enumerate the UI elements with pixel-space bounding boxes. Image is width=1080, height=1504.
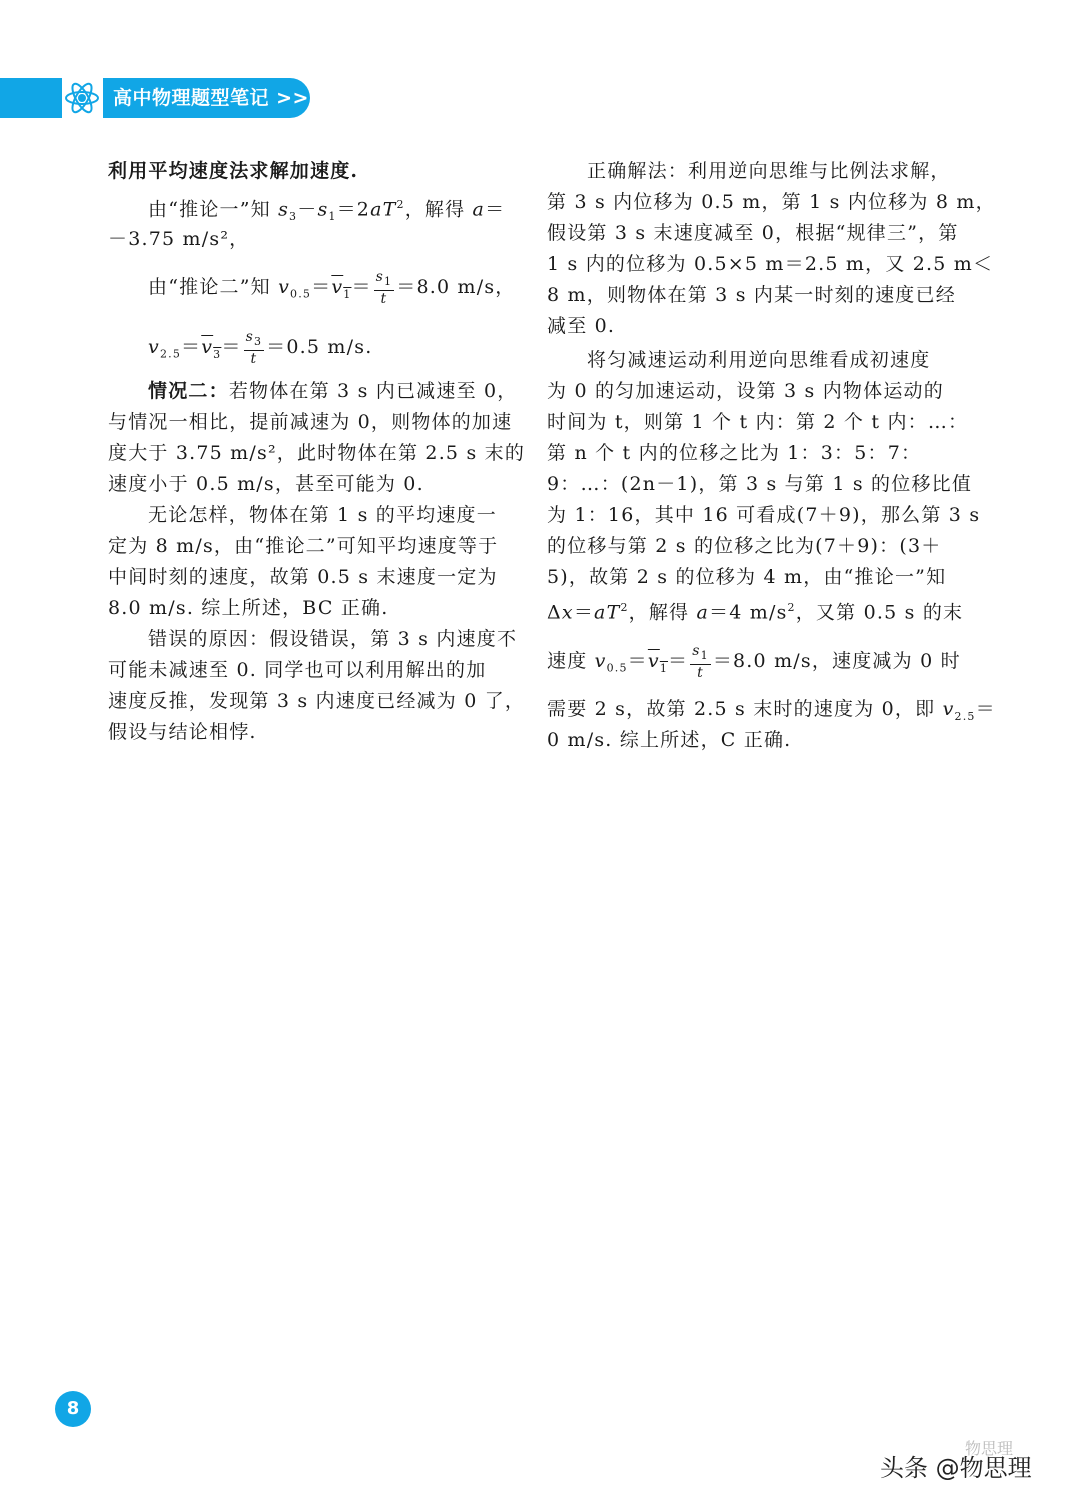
text-line: 与情况一相比，提前减速为 0，则物体的加速 bbox=[108, 411, 513, 433]
text-line: 减至 0. bbox=[547, 315, 616, 337]
text-line: 时间为 t，则第 1 个 t 内：第 2 个 t 内：…： bbox=[547, 411, 969, 433]
page-header-title: 高中物理题型笔记 >> bbox=[103, 78, 310, 118]
text-line: 假设与结论相悖. bbox=[108, 721, 257, 743]
text-line: 正确解法：利用逆向思维与比例法求解， bbox=[587, 160, 951, 182]
text-line: 0 m/s. 综上所述，C 正确. bbox=[547, 729, 792, 751]
formula-line: 速度 $v_{0.5}=v_1=$ $\frac{s_1}{t}$ ＝8.0 m/s，速度减为 0 时 bbox=[547, 643, 961, 681]
page-number-badge: 8 bbox=[55, 1391, 91, 1427]
text-line: 速度反推，发现第 3 s 内速度已经减为 0 了， bbox=[108, 690, 526, 712]
text-line: 8 m，则物体在第 3 s 内某一时刻的速度已经 bbox=[547, 284, 956, 306]
text-line: 5)，故第 2 s 的位移为 4 m，由“推论一”知 bbox=[547, 566, 947, 588]
text-line: 第 n 个 t 内的位移之比为 1：3：5：7： bbox=[547, 442, 922, 464]
text-line: －3.75 m/s²， bbox=[108, 228, 250, 250]
text-line: 为 0 的匀加速运动，设第 3 s 内物体运动的 bbox=[547, 380, 944, 402]
header-accent-block bbox=[0, 78, 62, 118]
text-line: 无论怎样，物体在第 1 s 的平均速度一 bbox=[148, 504, 497, 526]
text-line: 可能未减速至 0. 同学也可以利用解出的加 bbox=[108, 659, 487, 681]
formula-line: $\Delta x=aT^2$，解得 a＝4 $m/s^2$，又第 0.5 s 的末 bbox=[547, 601, 964, 624]
formula-line: 需要 2 s，故第 2.5 s 末时的速度为 0，即 $v_{2.5}=$ bbox=[547, 698, 996, 723]
text-line: 错误的原因：假设错误，第 3 s 内速度不 bbox=[148, 628, 518, 650]
text-line: 8.0 m/s. 综上所述，BC 正确. bbox=[108, 597, 389, 619]
text-line: 情况二：若物体在第 3 s 内已减速至 0， bbox=[148, 380, 518, 402]
watermark: 头条 @物思理 bbox=[880, 1454, 1032, 1482]
text-line: 将匀减速运动利用逆向思维看成初速度 bbox=[587, 349, 931, 371]
watermark-ghost: 物思理 bbox=[965, 1439, 1014, 1458]
text-line: 定为 8 m/s，由“推论二”可知平均速度等于 bbox=[108, 535, 499, 557]
text-line: 速度小于 0.5 m/s，甚至可能为 0. bbox=[108, 473, 424, 495]
atom-icon bbox=[62, 78, 102, 118]
case-two-label: 情况二： bbox=[148, 380, 229, 402]
formula-line: 由“推论二”知 $v_{0.5}=v_1=$ $\frac{s_1}{t}$ ＝8.0 m/s， bbox=[148, 269, 516, 307]
text-line: 利用平均速度法求解加速度. bbox=[108, 160, 359, 182]
text-line: 度大于 3.75 m/s²，此时物体在第 2.5 s 末的 bbox=[108, 442, 526, 464]
formula-line: $v_{2.5}=v_3=$ $\frac{s_3}{t}$ ＝0.5 m/s. bbox=[148, 329, 373, 367]
text-line: 1 s 内的位移为 0.5×5 m＝2.5 m，又 2.5 m＜ bbox=[547, 253, 994, 275]
text-line: 为 1：16，其中 16 可看成(7＋9)，那么第 3 s bbox=[547, 504, 981, 526]
text-line: 的位移与第 2 s 的位移之比为(7＋9)：(3＋ bbox=[547, 535, 942, 557]
text-line: 假设第 3 s 末速度减至 0，根据“规律三”，第 bbox=[547, 222, 959, 244]
text-line: 9：…：(2n－1)，第 3 s 与第 1 s 的位移比值 bbox=[547, 473, 973, 495]
formula-line: 由“推论一”知 $s_3-s_1=2aT^2$，解得 a＝ bbox=[148, 198, 506, 224]
text-line: 第 3 s 内位移为 0.5 m，第 1 s 内位移为 8 m， bbox=[547, 191, 996, 213]
text-line: 中间时刻的速度，故第 0.5 s 末速度一定为 bbox=[108, 566, 498, 588]
